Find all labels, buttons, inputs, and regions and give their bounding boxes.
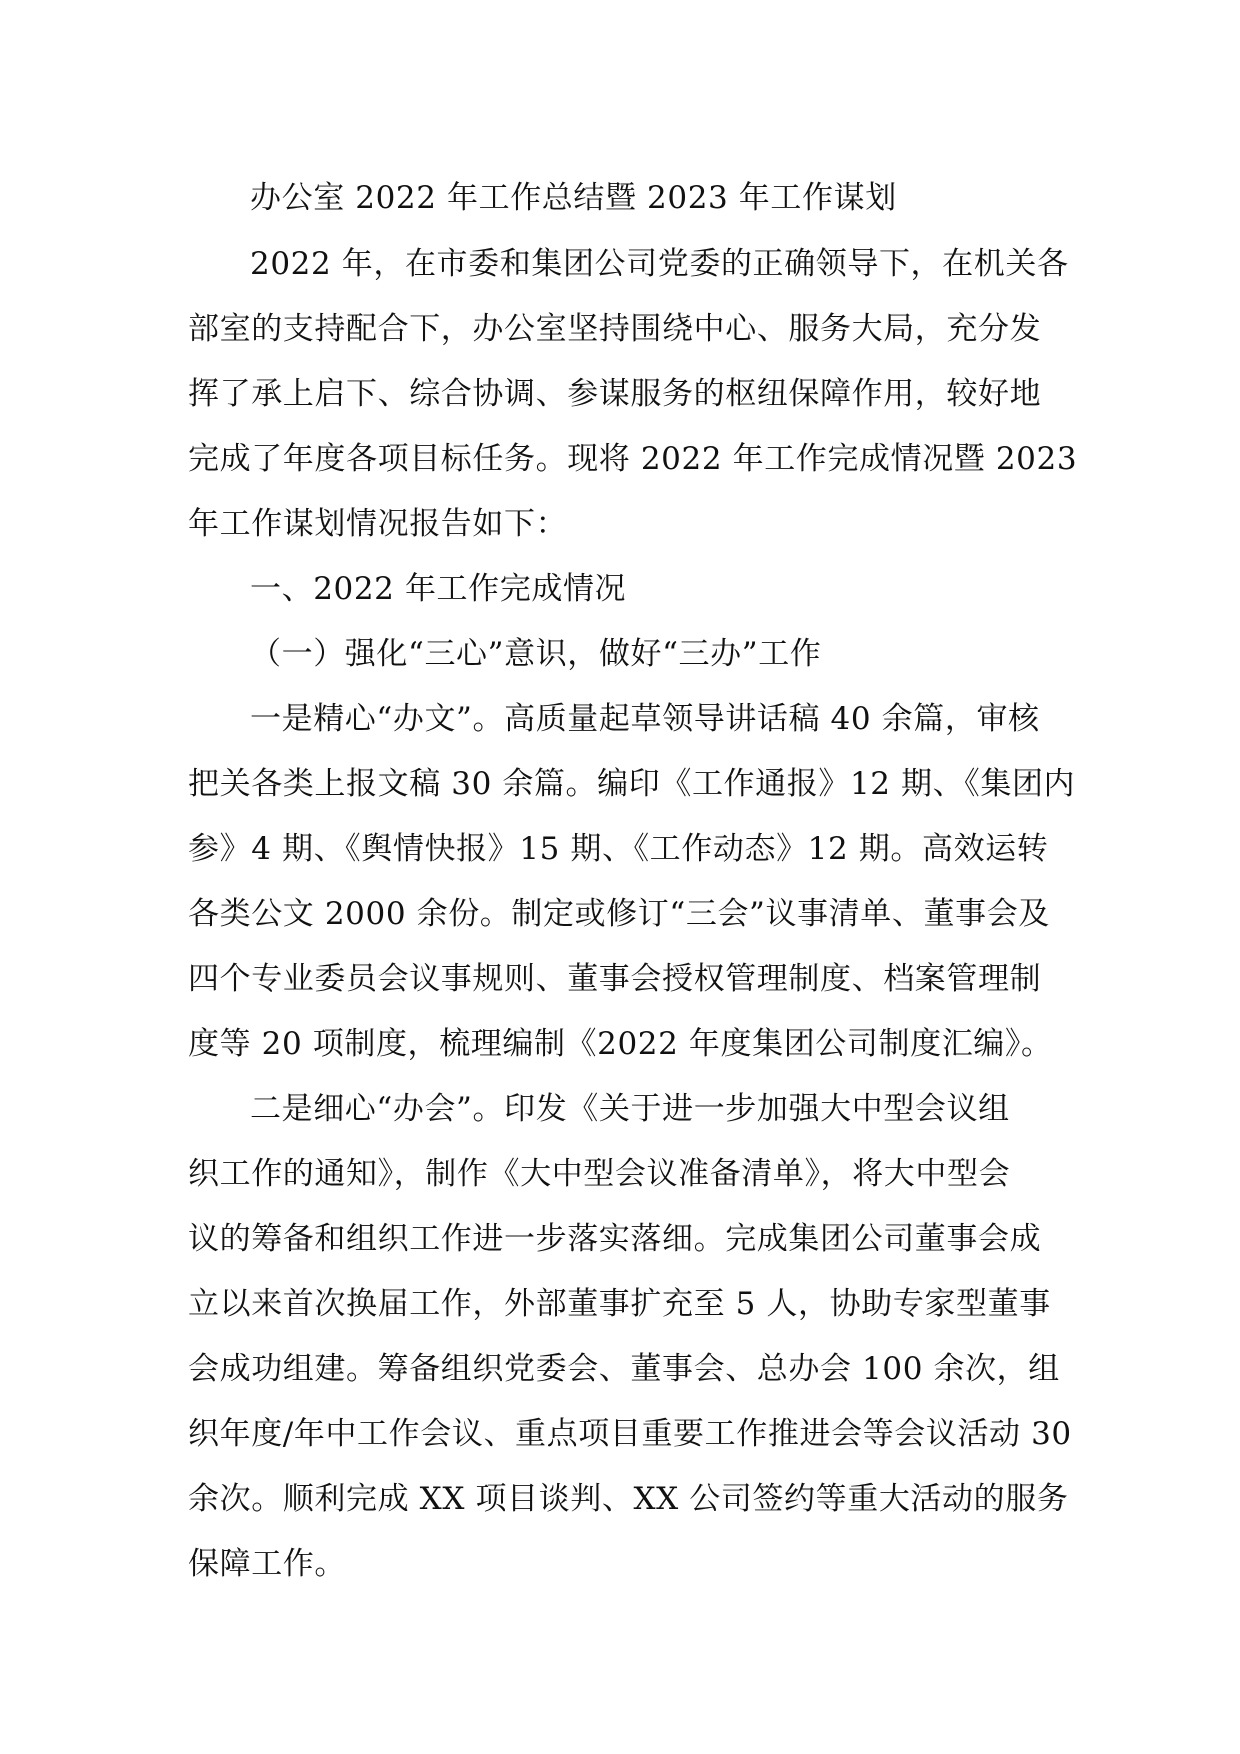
paragraph-2-line-1: 二是细心“办会”。印发《关于进一步加强大中型会议组 <box>250 1091 1010 1127</box>
paragraph-1-line-1: 一是精心“办文”。高质量起草领导讲话稿 40 余篇，审核 <box>250 701 1040 737</box>
paragraph-2-line-2: 织工作的通知》，制作《大中型会议准备清单》，将大中型会 <box>188 1156 1011 1192</box>
paragraph-1-line-6: 度等 20 项制度，梳理编制《2022 年度集团公司制度汇编》。 <box>188 1026 1053 1062</box>
paragraph-1-line-4: 各类公文 2000 余份。制定或修订“三会”议事清单、董事会及 <box>188 896 1050 932</box>
intro-line-3: 挥了承上启下、综合协调、参谋服务的枢纽保障作用，较好地 <box>188 376 1042 412</box>
intro-line-4: 完成了年度各项目标任务。现将 2022 年工作完成情况暨 2023 <box>188 441 1078 477</box>
intro-line-5: 年工作谋划情况报告如下： <box>188 506 568 542</box>
paragraph-2-line-3: 议的筹备和组织工作进一步落实落细。完成集团公司董事会成 <box>188 1221 1042 1257</box>
intro-line-2: 部室的支持配合下，办公室坚持围绕中心、服务大局，充分发 <box>188 311 1042 347</box>
document-title: 办公室 2022 年工作总结暨 2023 年工作谋划 <box>250 180 897 216</box>
paragraph-2-line-5: 会成功组建。筹备组织党委会、董事会、总办会 100 余次，组 <box>188 1351 1060 1387</box>
intro-line-1: 2022 年，在市委和集团公司党委的正确领导下，在机关各 <box>250 246 1069 282</box>
paragraph-2-line-6: 织年度/年中工作会议、重点项目重要工作推进会等会议活动 30 <box>188 1416 1072 1452</box>
subsection-heading: （一）强化“三心”意识，做好“三办”工作 <box>250 636 822 672</box>
paragraph-2-line-7: 余次。顺利完成 XX 项目谈判、XX 公司签约等重大活动的服务 <box>188 1481 1069 1517</box>
paragraph-1-line-5: 四个专业委员会议事规则、董事会授权管理制度、档案管理制 <box>188 961 1042 997</box>
paragraph-1-line-2: 把关各类上报文稿 30 余篇。编印《工作通报》12 期、《集团内 <box>188 766 1076 802</box>
section-heading: 一、2022 年工作完成情况 <box>250 571 627 607</box>
paragraph-1-line-3: 参》4 期、《舆情快报》15 期、《工作动态》12 期。高效运转 <box>188 831 1049 867</box>
paragraph-2-line-4: 立以来首次换届工作，外部董事扩充至 5 人，协助专家型董事 <box>188 1286 1051 1322</box>
paragraph-2-line-8: 保障工作。 <box>188 1546 346 1582</box>
